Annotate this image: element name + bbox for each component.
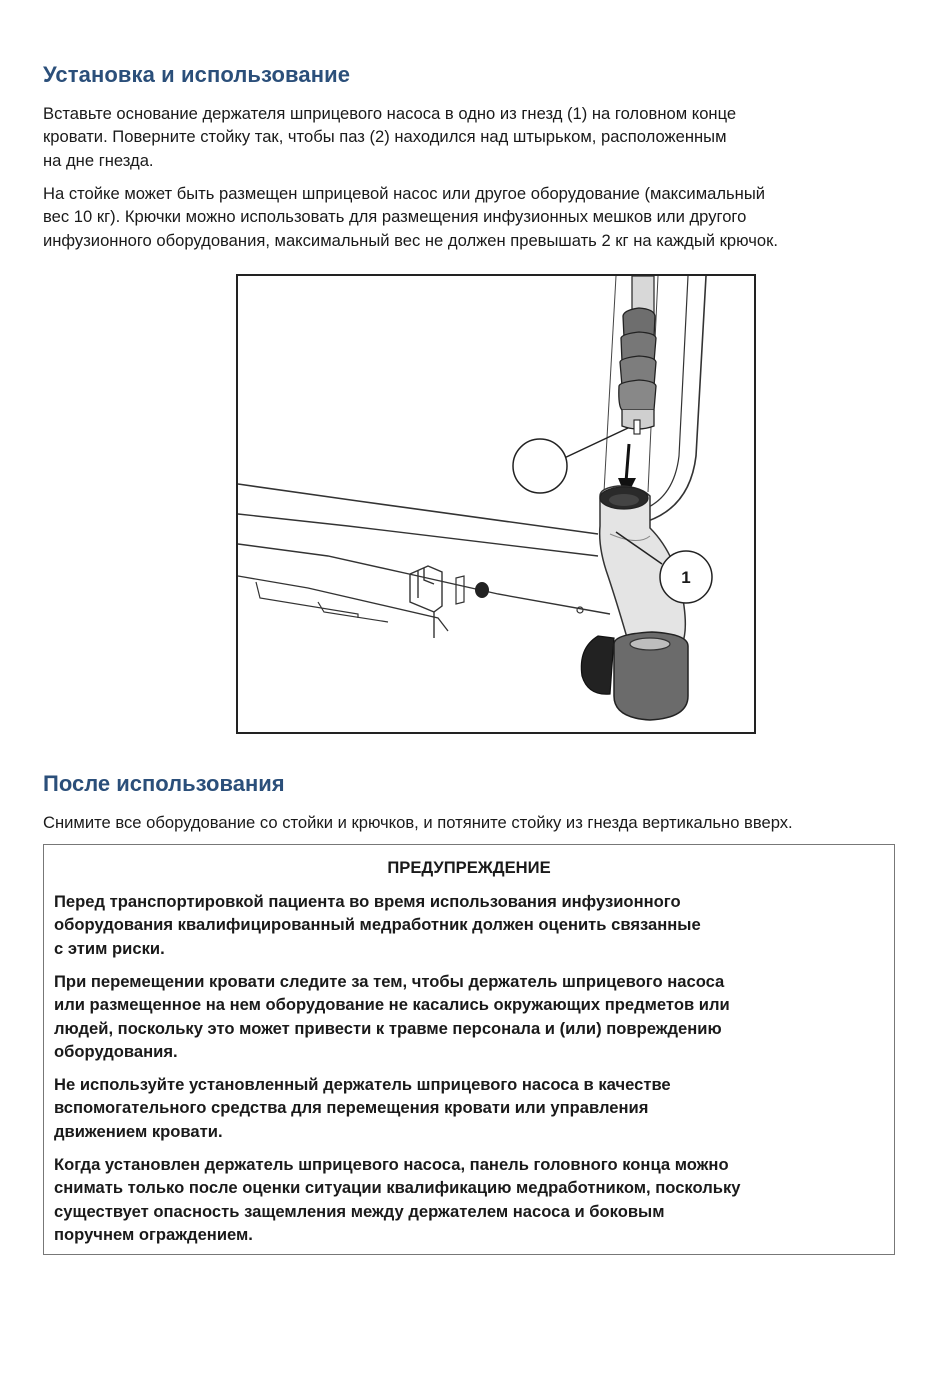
text-line: поручнем ограждением. xyxy=(54,1224,253,1244)
section-heading-installation: Установка и использование xyxy=(43,62,351,87)
text-line: оборудования квалифицированный медработник должен оценить связанные xyxy=(54,915,701,935)
frame-notch xyxy=(456,576,464,604)
warning-paragraph-4 xyxy=(54,1153,889,1246)
text-line: существует опасность защемления между держателем насоса и боковым xyxy=(54,1201,665,1221)
text-line: снимать только после оценки ситуации квалификацию медработником, поскольку xyxy=(54,1178,741,1198)
pole-grip xyxy=(619,308,656,434)
text-line: инфузионного оборудования, максимальный вес не должен превышать 2 кг на каждый крючок. xyxy=(43,230,778,250)
caster-wheel-side xyxy=(581,636,614,694)
text-line: вспомогательного средства для перемещения кровати или управления xyxy=(54,1098,649,1118)
warning-title: ПРЕДУПРЕЖДЕНИЕ xyxy=(387,858,551,877)
text-line: Вставьте основание держателя шприцевого насоса в одно из гнезд (1) на головном конце xyxy=(43,104,737,123)
text-line: на дне гнезда. xyxy=(43,150,154,170)
text-line: или размещенное на нем оборудование не касались окружающих предметов или xyxy=(54,995,730,1015)
text-line: людей, поскольку это может привести к травме персонала и (или) повреждению xyxy=(54,1018,722,1038)
hook-bracket xyxy=(410,566,442,638)
after-use-paragraph xyxy=(43,811,948,834)
text-line: Перед транспортировкой пациента во время использования инфузионного xyxy=(54,892,681,911)
section-heading-after-use: После использования xyxy=(43,771,285,796)
frame-bolt xyxy=(475,582,489,598)
warning-paragraph-3 xyxy=(54,1073,889,1143)
text-line: Не используйте установленный держатель шприцевого насоса в качестве xyxy=(54,1075,671,1094)
socket-opening-inner xyxy=(609,494,639,506)
warning-box xyxy=(43,844,895,1255)
illustration-drawing xyxy=(238,276,754,732)
frame-step-2 xyxy=(318,602,388,622)
callout-1-label: 1 xyxy=(681,568,691,587)
text-line: движением кровати. xyxy=(54,1121,223,1141)
frame-rail-lower xyxy=(238,576,448,631)
text-line: При перемещении кровати следите за тем, чтобы держатель шприцевого насоса xyxy=(54,972,725,991)
pole-guide-left xyxy=(604,276,616,492)
bed-frame-bottom xyxy=(238,514,598,556)
text-line: кровати. Поверните стойку так, чтобы паз (2) находился над штырьком, расположенным xyxy=(43,127,727,147)
text-line: Снимите все оборудование со стойки и крючков, и потяните стойку из гнезда вертикально вверх. xyxy=(43,813,793,832)
text-line: оборудования. xyxy=(54,1041,178,1061)
pump-holder-installation-illustration xyxy=(236,274,756,734)
frame-screw xyxy=(577,607,583,613)
text-line: вес 10 кг). Крючки можно использовать для размещения инфузионных мешков или другого xyxy=(43,207,747,227)
callout-2-leader xyxy=(560,428,628,460)
installation-paragraph-2 xyxy=(43,182,948,252)
text-line: Когда установлен держатель шприцевого насоса, панель головного конца можно xyxy=(54,1155,729,1174)
installation-paragraph-1 xyxy=(43,102,948,172)
warning-paragraph-1 xyxy=(54,890,889,960)
callout-2-circle xyxy=(513,439,567,493)
insert-arrow-shaft xyxy=(626,444,629,482)
caster-hub xyxy=(630,638,670,650)
text-line: На стойке может быть размещен шприцевой насос или другое оборудование (максимальный xyxy=(43,184,766,203)
text-line: с этим риски. xyxy=(54,938,165,958)
warning-paragraph-2 xyxy=(54,970,889,1063)
